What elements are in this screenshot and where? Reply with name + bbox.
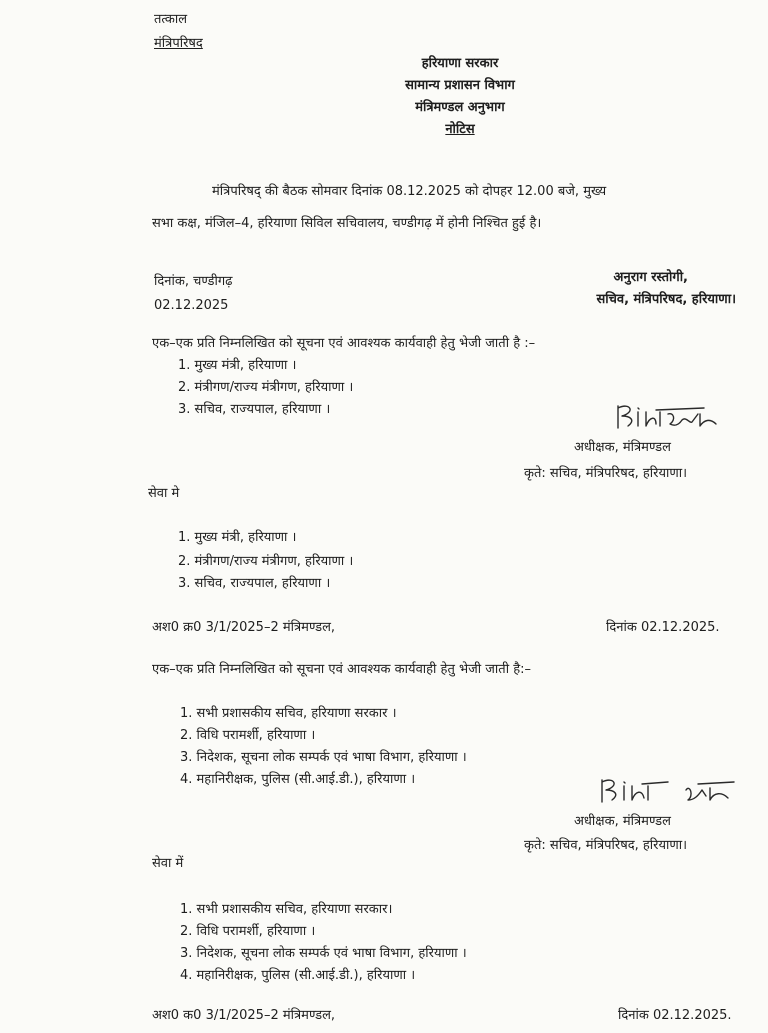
place-label: दिनांक, चण्डीगढ़ [154,274,233,289]
list-item: 3. निदेशक, सूचना लोक सम्पर्क एवं भाषा विभाग, हरियाणा । [180,946,467,961]
addressee-label: मंत्रिपरिषद [154,36,203,51]
list-item: 3. सचिव, राज्यपाल, हरियाणा । [178,576,331,591]
list-item: 2. विधि परामर्शी, हरियाणा । [180,728,316,743]
list-item: 1. मुख्य मंत्री, हरियाणा । [178,358,297,373]
signatory-on-behalf: कृते: सचिव, मंत्रिपरिषद, हरियाणा। [524,838,688,853]
list-item: 1. सभी प्रशासकीय सचिव, हरियाणा सरकार। [180,902,393,917]
list-item: 1. सभी प्रशासकीय सचिव, हरियाणा सरकार । [180,706,397,721]
reference-number: अश0 क0 3/1/2025–2 मंत्रिमण्डल, [152,1008,336,1023]
signatory-on-behalf: कृते: सचिव, मंत्रिपरिषद, हरियाणा। [524,466,688,481]
issue-date: 02.12.2025 [154,298,229,313]
copy-forward-text: एक–एक प्रति निम्नलिखित को सूचना एवं आवश्यक कार्यवाही हेतु भेजी जाती है :– [152,336,536,351]
addressed-to-label: सेवा मे [148,486,180,501]
addressed-to-label: सेवा में [152,856,184,871]
notice-title: नोटिस [445,122,475,137]
officer-designation: सचिव, मंत्रिपरिषद, हरियाणा। [596,292,736,307]
list-item: 3. निदेशक, सूचना लोक सम्पर्क एवं भाषा विभाग, हरियाणा । [180,750,467,765]
department-heading: सामान्य प्रशासन विभाग [405,78,515,93]
list-item: 2. विधि परामर्शी, हरियाणा । [180,924,316,939]
body-text-line-1: मंत्रिपरिषद् की बैठक सोमवार दिनांक 08.12.2025 को दोपहर 12.00 बजे, मुख्य [212,184,607,199]
urgency-label: तत्काल [154,12,188,27]
list-item: 3. सचिव, राज्यपाल, हरियाणा । [178,402,331,417]
reference-date: दिनांक 02.12.2025. [606,620,720,635]
list-item: 2. मंत्रीगण/राज्य मंत्रीगण, हरियाणा । [178,380,354,395]
officer-name: अनुराग रस्तोगी, [613,270,688,285]
list-item: 2. मंत्रीगण/राज्य मंत्रीगण, हरियाणा । [178,554,354,569]
reference-number: अश0 क्र0 3/1/2025–2 मंत्रिमण्डल, [152,620,336,635]
government-heading: हरियाणा सरकार [421,56,499,71]
branch-heading: मंत्रिमण्डल अनुभाग [415,100,505,115]
body-text-line-2: सभा कक्ष, मंजिल–4, हरियाणा सिविल सचिवालय, चण्डीगढ़ में होनी निश्चित हुई है। [152,216,542,231]
handwritten-signature [594,772,742,814]
signatory-designation: अधीक्षक, मंत्रिमण्डल [574,440,671,455]
signatory-designation: अधीक्षक, मंत्रिमण्डल [574,814,671,829]
list-item: 4. महानिरीक्षक, पुलिस (सी.आई.डी.), हरियाणा । [180,772,416,787]
reference-date: दिनांक 02.12.2025. [618,1008,732,1023]
list-item: 4. महानिरीक्षक, पुलिस (सी.आई.डी.), हरियाणा । [180,968,416,983]
handwritten-signature [612,398,736,442]
copy-forward-text: एक–एक प्रति निम्नलिखित को सूचना एवं आवश्यक कार्यवाही हेतु भेजी जाती है:– [152,662,531,677]
list-item: 1. मुख्य मंत्री, हरियाणा । [178,530,297,545]
